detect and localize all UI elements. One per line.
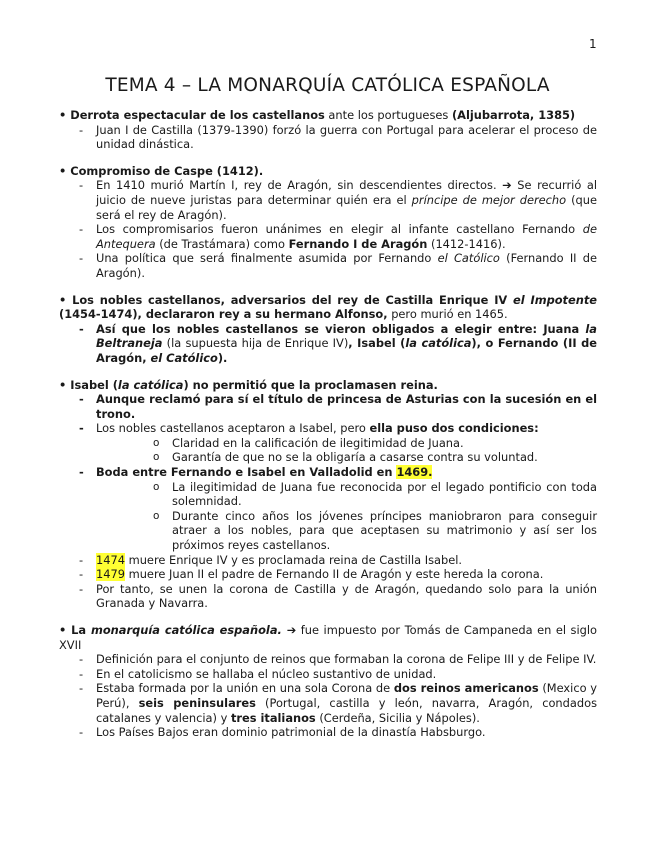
list-item: - Juan I de Castilla (1379-1390) forzó la guerra con Portugal para acelerar el proceso de unidad dinástica. [59, 123, 597, 152]
section-isabel [59, 378, 597, 612]
list-item: - Así que los nobles castellanos se vieron obligados a elegir entre: Juana la Beltraneja (la supuesta hija de Enrique IV), Isabel (la católica), o Fernando (II de Aragón, el Católico). [59, 322, 597, 366]
arrow-icon: ➔ [281, 623, 297, 637]
section-nobles [59, 293, 597, 366]
list-item: - Una política que será finalmente asumida por Fernando el Católico (Fernando II de Aragón). [59, 251, 597, 280]
section-heading: • Los nobles castellanos, adversarios del rey de Castilla Enrique IV el Impotente (1454-1474), declararon rey a su hermano Alfonso, pero murió en 1465. [59, 292, 598, 322]
list-item: - Por tanto, se unen la corona de Castilla y de Aragón, quedando solo para la unión Granada y Navarra. [59, 582, 597, 611]
section-heading: • La monarquía católica española. ➔ fue impuesto por Tomás de Campaneda en el siglo XVII [59, 623, 597, 652]
list-item: - Estaba formada por la unión en una sola Corona de dos reinos americanos (Mexico y Perú), seis peninsulares (Portugal, castilla y león, navarra, Aragón, condados catalanes y valencia) y tres italianos (Cerdeña, Sicilia y Nápoles). [59, 681, 597, 725]
sub-list-item: o Durante cinco años los jóvenes príncipes maniobraron para conseguir atraer a los nobles, para que aceptasen su matrimonio y así ser los próximos reyes castellanos. [96, 509, 597, 553]
list-item: - En el catolicismo se hallaba el núcleo sustantivo de unidad. [59, 667, 597, 682]
list-item: - 1479 muere Juan II el padre de Fernando II de Aragón y este hereda la corona. [59, 567, 597, 582]
sub-list-item: o La ilegitimidad de Juana fue reconocida por el legado pontificio con toda solemnidad. [96, 480, 597, 509]
list-item: - Boda entre Fernando e Isabel en Valladolid en 1469. o La ilegitimidad de Juana fue reconocida por el legado pontificio con toda solemnidad. o Durante cinco años los jóvenes príncipes maniobraron para conseguir atraer a los nobles, para que aceptasen su matrimonio y así ser los próximos reyes castellanos. [59, 465, 597, 553]
page-title: TEMA 4 – LA MONARQUÍA CATÓLICA ESPAÑOLA [105, 75, 550, 96]
list-item: - Los compromisarios fueron unánimes en elegir al infante castellano Fernando de Antequera (de Trastámara) como Fernando I de Aragón (1412-1416). [59, 222, 597, 251]
section-aljubarrota [59, 108, 597, 152]
list-item: - Definición para el conjunto de reinos que formaban la corona de Felipe III y de Felipe IV. [59, 652, 597, 667]
highlighted-year: 1469. [396, 465, 433, 480]
list-item: - Los Países Bajos eran dominio patrimonial de la dinastía Habsburgo. [59, 725, 597, 740]
sub-list-item: o Garantía de que no se la obligaría a casarse contra su voluntad. [96, 450, 597, 465]
section-heading: • Derrota espectacular de los castellanos ante los portugueses (Aljubarrota, 1385) [59, 108, 576, 122]
sub-list-item: o Claridad en la calificación de ilegitimidad de Juana. [96, 436, 597, 451]
list-item: - Aunque reclamó para sí el título de princesa de Asturias con la sucesión en el trono. [59, 392, 597, 421]
highlighted-year: 1474 [96, 552, 125, 567]
document-body [59, 108, 597, 752]
highlighted-year: 1479 [96, 567, 125, 582]
section-monarquia [59, 623, 597, 740]
section-heading: • Compromiso de Caspe (1412). [59, 163, 264, 178]
list-item: - Los nobles castellanos aceptaron a Isabel, pero ella puso dos condiciones: o Claridad en la calificación de ilegitimidad de Juana. o Garantía de que no se la obligaría a casarse contra su voluntad. [59, 421, 597, 465]
list-item: - 1474 muere Enrique IV y es proclamada reina de Castilla Isabel. [59, 553, 597, 568]
list-item: - En 1410 murió Martín I, rey de Aragón, sin descendientes directos. ➔ Se recurrió al juicio de nueve juristas para determinar quién era el príncipe de mejor derecho (que será el rey de Aragón). [59, 178, 597, 222]
section-heading: • Isabel (la católica) no permitió que la proclamasen reina. [59, 377, 438, 392]
section-caspe [59, 164, 597, 281]
page-number: 1 [589, 37, 597, 51]
arrow-icon: ➔ [502, 178, 512, 193]
